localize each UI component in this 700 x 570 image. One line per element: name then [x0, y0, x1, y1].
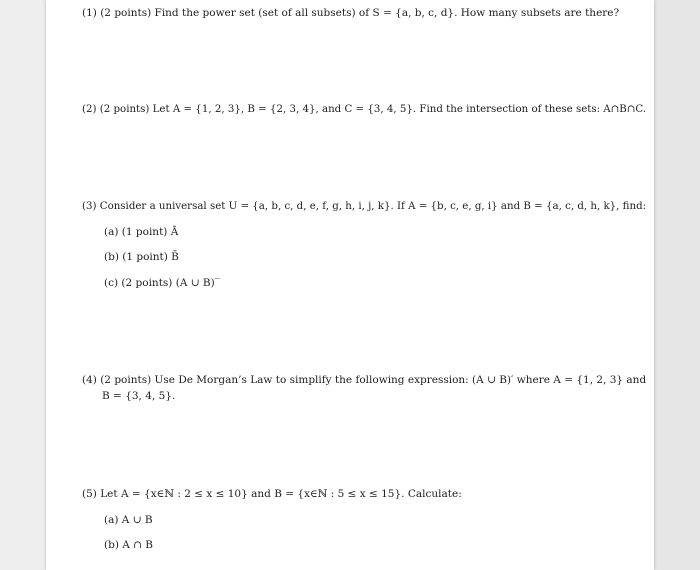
document-page: [46, 0, 654, 570]
question-5a: (a) A ∪ B: [104, 514, 153, 526]
question-4-line-2: B = {3, 4, 5}.: [102, 390, 176, 402]
question-3a: (a) (1 point) Ā: [104, 226, 179, 238]
question-5b: (b) A ∩ B: [104, 539, 154, 551]
question-2: (2) (2 points) Let A = {1, 2, 3}, B = {2, 3, 4}, and C = {3, 4, 5}. Find the intersection of these sets: A∩B∩C.: [82, 103, 647, 115]
question-1: (1) (2 points) Find the power set (set of all subsets) of S = {a, b, c, d}. How many subsets are there?: [82, 7, 620, 19]
question-3c: (c) (2 points) (A ∪ B)‾: [104, 277, 220, 289]
question-4-line-1: (4) (2 points) Use De Morgan’s Law to simplify the following expression: (A ∪ B)′ where A = {1, 2, 3} and: [82, 374, 647, 386]
question-3-stem: (3) Consider a universal set U = {a, b, c, d, e, f, g, h, i, j, k}. If A = {b, c, e, g, i} and B = {a, c, d, h, k}, find:: [82, 200, 647, 212]
question-3b: (b) (1 point) B̄: [104, 251, 179, 263]
question-5-stem: (5) Let A = {x∈ℕ : 2 ≤ x ≤ 10} and B = {x∈ℕ : 5 ≤ x ≤ 15}. Calculate:: [82, 488, 462, 500]
window-background: [652, 0, 700, 570]
